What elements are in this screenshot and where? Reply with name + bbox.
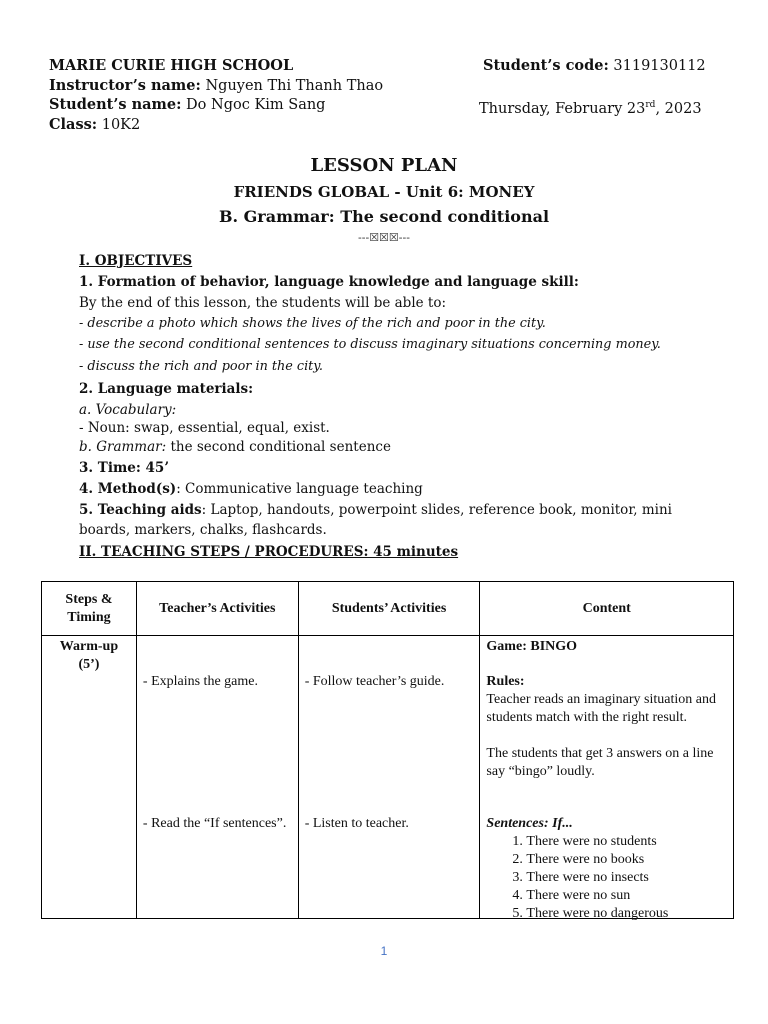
procedures-heading: II. TEACHING STEPS / PROCEDURES: 45 minutes <box>79 544 459 560</box>
student-name-line <box>49 95 325 115</box>
instructor-label: Instructor’s name: <box>49 77 201 94</box>
sentences-list <box>486 833 727 923</box>
class-line <box>49 115 140 135</box>
sentences-label: Sentences: If... <box>486 816 573 831</box>
header-steps-timing <box>42 582 137 636</box>
warmup-students-cell <box>298 636 480 919</box>
lesson-plan-title: LESSON PLAN <box>310 155 458 176</box>
grammar-value: the second conditional sentence <box>166 439 391 455</box>
class-value: 10K2 <box>101 117 141 133</box>
sentence-item: 3. There were no insects <box>526 869 727 887</box>
method-label: 4. Method(s) <box>79 481 177 497</box>
time-value: 45’ <box>140 460 170 476</box>
teaching-aids-value: : Laptop, handouts, powerpoint slides, reference book, monitor, mini <box>201 502 672 518</box>
unit-title: FRIENDS GLOBAL - Unit 6: MONEY <box>233 183 535 201</box>
objective-item-3: - discuss the rich and poor in the city. <box>79 359 323 374</box>
teaching-aids-label: 5. Teaching aids <box>79 502 202 518</box>
sentence-item: 1. There were no students <box>526 833 727 851</box>
school-name <box>49 56 293 76</box>
sentence-item: 2. There were no books <box>526 851 727 869</box>
warmup-content-cell <box>480 636 734 919</box>
materials-heading: 2. Language materials: <box>79 381 254 397</box>
instructor-name: Nguyen Thi Thanh Thao <box>205 78 384 94</box>
method-value: : Communicative language teaching <box>176 481 423 497</box>
grammar-line <box>79 437 391 457</box>
objective-item-1: - describe a photo which shows the lives of the rich and poor in the city. <box>79 316 546 331</box>
objectives-heading: I. OBJECTIVES <box>79 253 193 269</box>
sentence-item: 5. There were no dangerous <box>526 905 727 923</box>
header-teacher-activities-text: Teacher’s Activities <box>159 600 276 616</box>
objective-item-2: - use the second conditional sentences to discuss imaginary situations concerning money. <box>79 337 661 352</box>
student-code-value: 3119130112 <box>613 58 706 74</box>
table-row <box>42 636 734 919</box>
time-label: 3. Time: <box>79 460 141 476</box>
date-prefix: Thursday, February 23 <box>479 100 646 117</box>
teaching-aids-line <box>79 500 672 520</box>
sentence-item: 4. There were no sun <box>526 887 727 905</box>
class-label: Class: <box>49 116 98 133</box>
date-suffix: , 2023 <box>655 100 702 117</box>
header-content-text: Content <box>582 600 631 616</box>
warmup-student-activity-2: - Listen to teacher. <box>304 816 409 831</box>
rules-text-2: The students that get 3 answers on a line say “bingo” loudly. <box>486 746 714 779</box>
student-name-value: Do Ngoc Kim Sang <box>186 97 326 113</box>
lesson-steps-table <box>41 581 734 919</box>
student-code-label: Student’s code: <box>483 57 609 74</box>
header-content <box>480 582 734 636</box>
header-students-activities-text: Students’ Activities <box>331 600 447 616</box>
date-sup: rd <box>645 100 656 110</box>
warmup-step-label: Warm-up <box>59 639 119 654</box>
header-steps-timing-text: Steps & Timing <box>65 591 113 625</box>
title-divider: ---☒☒☒--- <box>358 231 410 244</box>
grammar-label: b. Grammar: <box>79 439 167 455</box>
instructor-line <box>49 76 383 96</box>
grammar-title: B. Grammar: The second conditional <box>218 207 550 226</box>
objectives-sub1: 1. Formation of behavior, language knowledge and language skill: <box>79 274 579 290</box>
header-teacher-activities <box>136 582 298 636</box>
warmup-timing: (5’) <box>78 657 100 672</box>
warmup-step-cell <box>42 636 137 919</box>
warmup-teacher-cell <box>136 636 298 919</box>
teaching-aids-line-2: boards, markers, chalks, flashcards. <box>79 522 327 538</box>
vocabulary-label: a. Vocabulary: <box>79 402 177 418</box>
table-header-row <box>42 582 734 636</box>
header-students-activities <box>298 582 480 636</box>
vocabulary-list: - Noun: swap, essential, equal, exist. <box>79 420 330 436</box>
warmup-student-activity-1: - Follow teacher’s guide. <box>304 674 445 689</box>
rules-text-1: Teacher reads an imaginary situation and students match with the right result. <box>486 692 716 725</box>
warmup-teacher-activity-1: - Explains the game. <box>142 674 258 689</box>
objectives-intro: By the end of this lesson, the students will be able to: <box>79 295 447 311</box>
student-name-label: Student’s name: <box>49 96 182 113</box>
warmup-teacher-activity-2: - Read the “If sentences”. <box>142 816 287 831</box>
school-name-text: MARIE CURIE HIGH SCHOOL <box>49 57 294 74</box>
rules-label: Rules: <box>486 674 525 689</box>
page-number: 1 <box>380 944 388 958</box>
student-code <box>483 56 706 76</box>
method-line <box>79 479 423 499</box>
game-title: Game: BINGO <box>486 639 578 654</box>
time-line <box>79 458 169 478</box>
lesson-date <box>479 95 702 119</box>
